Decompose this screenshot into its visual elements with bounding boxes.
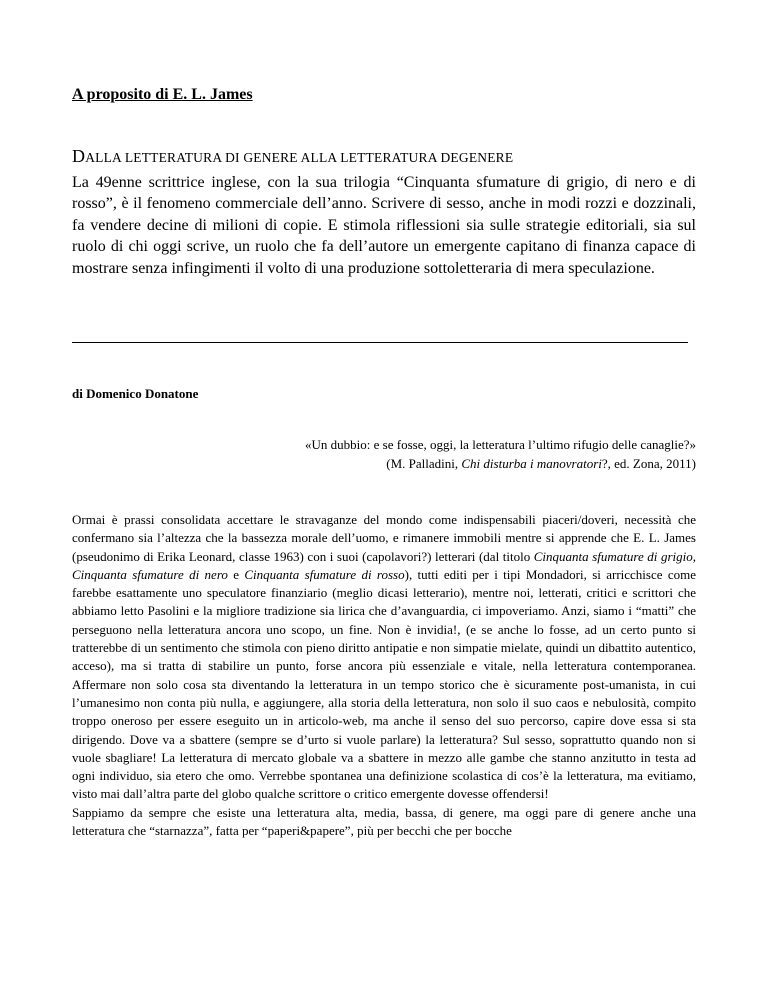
section-divider bbox=[72, 342, 688, 343]
title-initial: D bbox=[72, 146, 86, 166]
book-title: Cinquanta sfumature di rosso bbox=[244, 566, 405, 582]
epigraph-source-pre: (M. Palladini, bbox=[386, 455, 462, 471]
epigraph-source bbox=[305, 455, 696, 474]
epigraph bbox=[305, 436, 696, 473]
body-text: , bbox=[692, 548, 696, 564]
epigraph-source-post: ?, ed. Zona, 2011) bbox=[601, 455, 696, 471]
body-text: ), tutti editi per i tipi Mondadori, si arricchisce come farebbe esattamente uno speculatore finanziario (meglio dicasi letterario), mentre noi, letterati, critici e scrittori che abbiamo letto Pasolini e la migliore tradizione sia lirica che d’avanguardia, ci impoveriamo. Anzi, siamo i “matti” che perseguono nella letteratura ancora uno scopo, un fine. Non è invidia!, (e se anche lo fosse, ad un certo punto si tratterebbe di un sentimento che stimola con pieno diritto antipatie e non simpatie mielate, quindi un dibattito autentico, acceso), ma si tratta di stabilire un punto, forse ancora più essenziale e vitale, nella letteratura contemporanea. Affermare non solo cosa sta diventando la letteratura in un tempo storico che è sicuramente post-umanista, in cui l’umanesimo non conta più nulla, e aggiungere, alla storia della letteratura, non solo il suo caos e nebulosità, compito troppo oneroso per essere eseguito un in articolo-web, ma anche il senso del suo percorso, capire dove essa si sta dirigendo. Dove va a sbattere (sempre se d’urto si vuole parlare) la letteratura? Sul sesso, soprattutto quando non si vuole sbagliare! La letteratura di mercato globale va a sbattere in mezzo alle gambe che stanno anzitutto in testa ad ogni individuo, sia etero che omo. Verrebbe spontanea una definizione scolastica di cos’è la letteratura, ma evitiamo, visto mai dall’altra parte del globo qualche scrittore o critico emergente dovesse offendersi! bbox=[72, 566, 696, 802]
book-title: Cinquanta sfumature di grigio bbox=[533, 548, 693, 564]
body-paragraph: Sappiamo da sempre che esiste una letteratura alta, media, bassa, di genere, ma oggi pare di genere anche una letteratura che “starnazza”, fatta per “paperi&papere”, più per becchi che per bocche bbox=[72, 804, 696, 839]
section-label: A proposito di E. L. James bbox=[72, 86, 253, 103]
body-text: e bbox=[227, 566, 245, 582]
article-title bbox=[72, 146, 513, 167]
epigraph-source-title: Chi disturba i manovratori bbox=[461, 455, 602, 471]
body-paragraph bbox=[72, 511, 696, 804]
book-title: Cinquanta sfumature di nero bbox=[72, 566, 228, 582]
author-byline: di Domenico Donatone bbox=[72, 386, 199, 401]
article-body bbox=[72, 511, 696, 989]
epigraph-quote: «Un dubbio: e se fosse, oggi, la letteratura l’ultimo rifugio delle canaglie?» bbox=[305, 437, 696, 452]
body-text: Ormai è prassi consolidata accettare le stravaganze del mondo come indispensabili piaceri/doveri, necessità che confermano sia l’altezza che la bassezza morale dell’uomo, e rimanere immobili mentre si apprende che E. L. James (pseudonimo di Erika Leonard, classe 1963) con i suoi (capolavori?) letterari (dal titolo bbox=[72, 512, 696, 564]
article-abstract: La 49enne scrittrice inglese, con la sua trilogia “Cinquanta sfumature di grigio, di nero e di rosso”, è il fenomeno commerciale dell’anno. Scrivere di sesso, anche in modi rozzi e dozzinali, fa vendere decine di milioni di copie. E stimola riflessioni sia sulle strategie editoriali, sia sul ruolo di chi oggi scrive, un ruolo che fa dell’autore un emergente capitano di finanza capace di mostrare senza infingimenti il volto di una produzione sottoletteraria di mera speculazione. bbox=[72, 174, 696, 277]
title-rest: ALLA LETTERATURA DI GENERE ALLA LETTERATURA DEGENERE bbox=[85, 150, 514, 165]
